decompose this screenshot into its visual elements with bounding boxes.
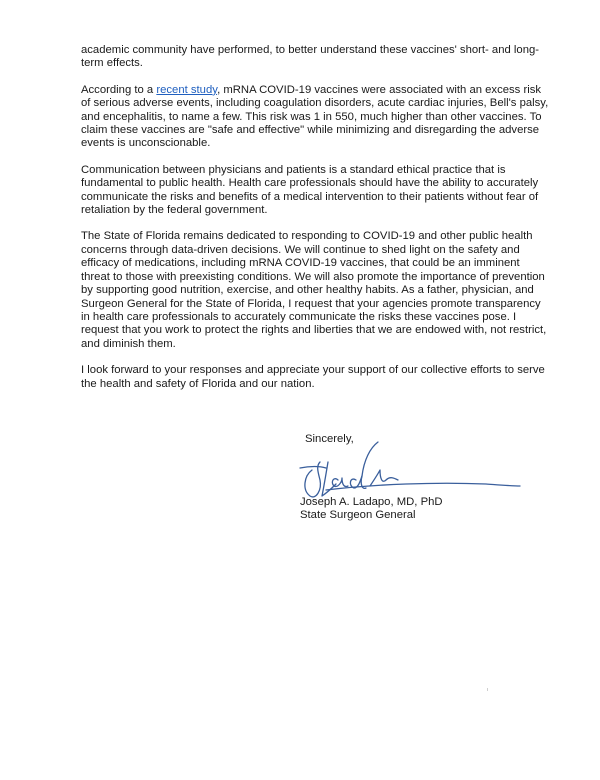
paragraph-3: Communication between physicians and patients is a standard ethical practice that is fundamental to public health. Health care professionals should have the ability to accurately communicate the risks and benefits of a medical intervention to their patients without fear of retaliation by the federal government. <box>81 163 539 217</box>
paragraph-2-prefix: According to a <box>81 83 157 96</box>
paragraph-2 <box>81 84 551 151</box>
paragraph-1: academic community have performed, to better understand these vaccines' short- and long-term effects. <box>81 44 540 70</box>
letter-body <box>81 44 551 404</box>
signer-title: State Surgeon General <box>300 509 416 522</box>
signature-block <box>300 496 443 523</box>
scan-speck <box>487 688 488 691</box>
paragraph-5: I look forward to your responses and appreciate your support of our collective efforts to serve the health and safety of Florida and our nation. <box>81 364 545 390</box>
paragraph-4: The State of Florida remains dedicated to responding to COVID-19 and other public health concerns through data-driven decisions. We will continue to shed light on the safety and efficacy of medications, including mRNA COVID-19 vaccines, that could be an imminent threat to those with preexisting conditions. We will also promote the importance of prevention by supporting good nutrition, exercise, and other healthy habits. As a father, physician, and Surgeon General for the State of Florida, I request that your agencies promote transparency in health care professionals to accurately communicate the risks these vaccines pose. I request that you work to protect the rights and liberties that we are endowed with, not restrict, and diminish them. <box>81 230 547 350</box>
paragraph-2-rest: , mRNA COVID-19 vaccines were associated with an excess risk of serious adverse events, including coagulation disorders, acute cardiac injuries, Bell's palsy, and encephalitis, to name a few. This risk was 1 in 550, much higher than other vaccines. To claim these vaccines are "safe and effective" while minimizing and disregarding the adverse events is unconscionable. <box>81 83 549 150</box>
closing-salutation: Sincerely, <box>305 433 354 445</box>
signer-name: Joseph A. Ladapo, MD, PhD <box>300 496 443 508</box>
recent-study-link[interactable]: recent study <box>156 83 218 96</box>
